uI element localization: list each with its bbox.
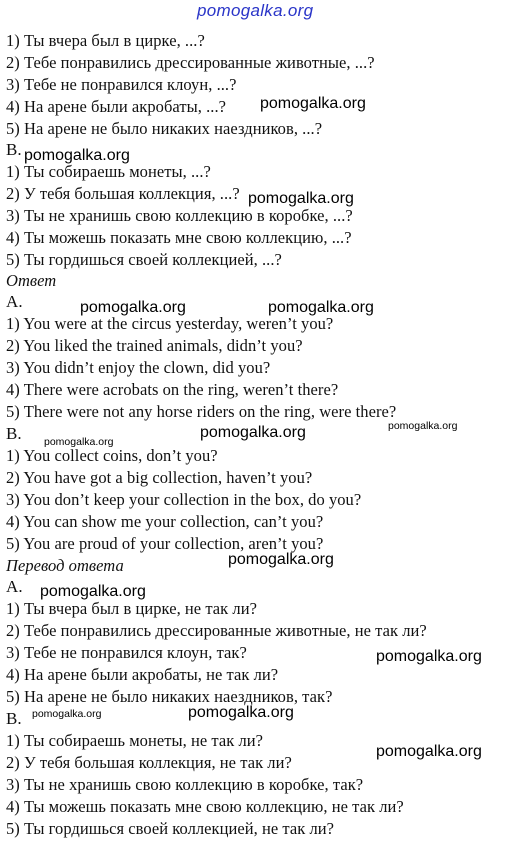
site-watermark: pomogalka.org: [40, 583, 146, 600]
question-b-4: 4) Ты можешь показать мне свою коллекцию, ...?: [6, 228, 352, 247]
translation-a-2: 2) Тебе понравились дрессированные животные, не так ли?: [6, 621, 427, 640]
site-watermark: pomogalka.org: [268, 299, 374, 316]
site-watermark: pomogalka.org: [228, 551, 334, 568]
answer-a-header: A.: [6, 292, 23, 311]
site-watermark: pomogalka.org: [32, 708, 102, 720]
answer-b-1: 1) You collect coins, don’t you?: [6, 446, 218, 465]
answer-heading: Ответ: [6, 271, 57, 290]
question-a-4: 4) На арене были акробаты, ...?: [6, 97, 227, 116]
site-watermark: pomogalka.org: [80, 299, 186, 316]
answer-b-2: 2) You have got a big collection, haven’t you?: [6, 468, 313, 487]
answer-a-2: 2) You liked the trained animals, didn’t you?: [6, 336, 303, 355]
site-watermark: pomogalka.org: [248, 190, 354, 207]
site-watermark: pomogalka.org: [376, 648, 482, 665]
answer-a-3: 3) You didn’t enjoy the clown, did you?: [6, 358, 271, 377]
site-watermark: pomogalka.org: [188, 704, 294, 721]
translation-b-4: 4) Ты можешь показать мне свою коллекцию, не так ли?: [6, 797, 404, 816]
question-a-5: 5) На арене не было никаких наездников, ...?: [6, 119, 323, 138]
answer-b-header: B.: [6, 424, 22, 443]
answer-b-4: 4) You can show me your collection, can’t you?: [6, 512, 324, 531]
site-watermark: pomogalka.org: [376, 743, 482, 760]
question-b-3: 3) Ты не хранишь свою коллекцию в коробке, ...?: [6, 206, 353, 225]
question-a-3: 3) Тебе не понравился клоун, ...?: [6, 75, 237, 94]
translation-a-4: 4) На арене были акробаты, не так ли?: [6, 665, 279, 684]
translation-heading: Перевод ответа: [6, 556, 124, 575]
site-watermark: pomogalka.org: [24, 147, 130, 164]
answer-b-5: 5) You are proud of your collection, aren’t you?: [6, 534, 324, 553]
question-b-5: 5) Ты гордишься своей коллекцией, ...?: [6, 250, 282, 269]
answer-a-1: 1) You were at the circus yesterday, weren’t you?: [6, 314, 334, 333]
translation-b-1: 1) Ты собираешь монеты, не так ли?: [6, 731, 264, 750]
answer-a-4: 4) There were acrobats on the ring, weren’t there?: [6, 380, 339, 399]
site-watermark: pomogalka.org: [44, 436, 114, 448]
answer-a-5: 5) There were not any horse riders on the ring, were there?: [6, 402, 397, 421]
translation-a-3: 3) Тебе не понравился клоун, так?: [6, 643, 247, 662]
translation-b-3: 3) Ты не хранишь свою коллекцию в коробке, так?: [6, 775, 364, 794]
translation-a-header: A.: [6, 577, 23, 596]
question-a-2: 2) Тебе понравились дрессированные животные, ...?: [6, 53, 375, 72]
site-watermark: pomogalka.org: [260, 95, 366, 112]
answer-b-3: 3) You don’t keep your collection in the box, do you?: [6, 490, 362, 509]
site-watermark: pomogalka.org: [200, 424, 306, 441]
question-b-1: 1) Ты собираешь монеты, ...?: [6, 162, 211, 181]
translation-b-2: 2) У тебя большая коллекция, не так ли?: [6, 753, 292, 772]
question-b-2: 2) У тебя большая коллекция, ...?: [6, 184, 240, 203]
question-a-1: 1) Ты вчера был в цирке, ...?: [6, 31, 205, 50]
translation-a-5: 5) На арене не было никаких наездников, так?: [6, 687, 333, 706]
site-watermark: pomogalka.org: [388, 420, 458, 432]
translation-b-5: 5) Ты гордишься своей коллекцией, не так ли?: [6, 819, 335, 838]
translation-a-1: 1) Ты вчера был в цирке, не так ли?: [6, 599, 257, 618]
site-watermark: pomogalka.org: [197, 1, 314, 20]
translation-b-header: B.: [6, 709, 22, 728]
section-b-header: B.: [6, 140, 22, 159]
